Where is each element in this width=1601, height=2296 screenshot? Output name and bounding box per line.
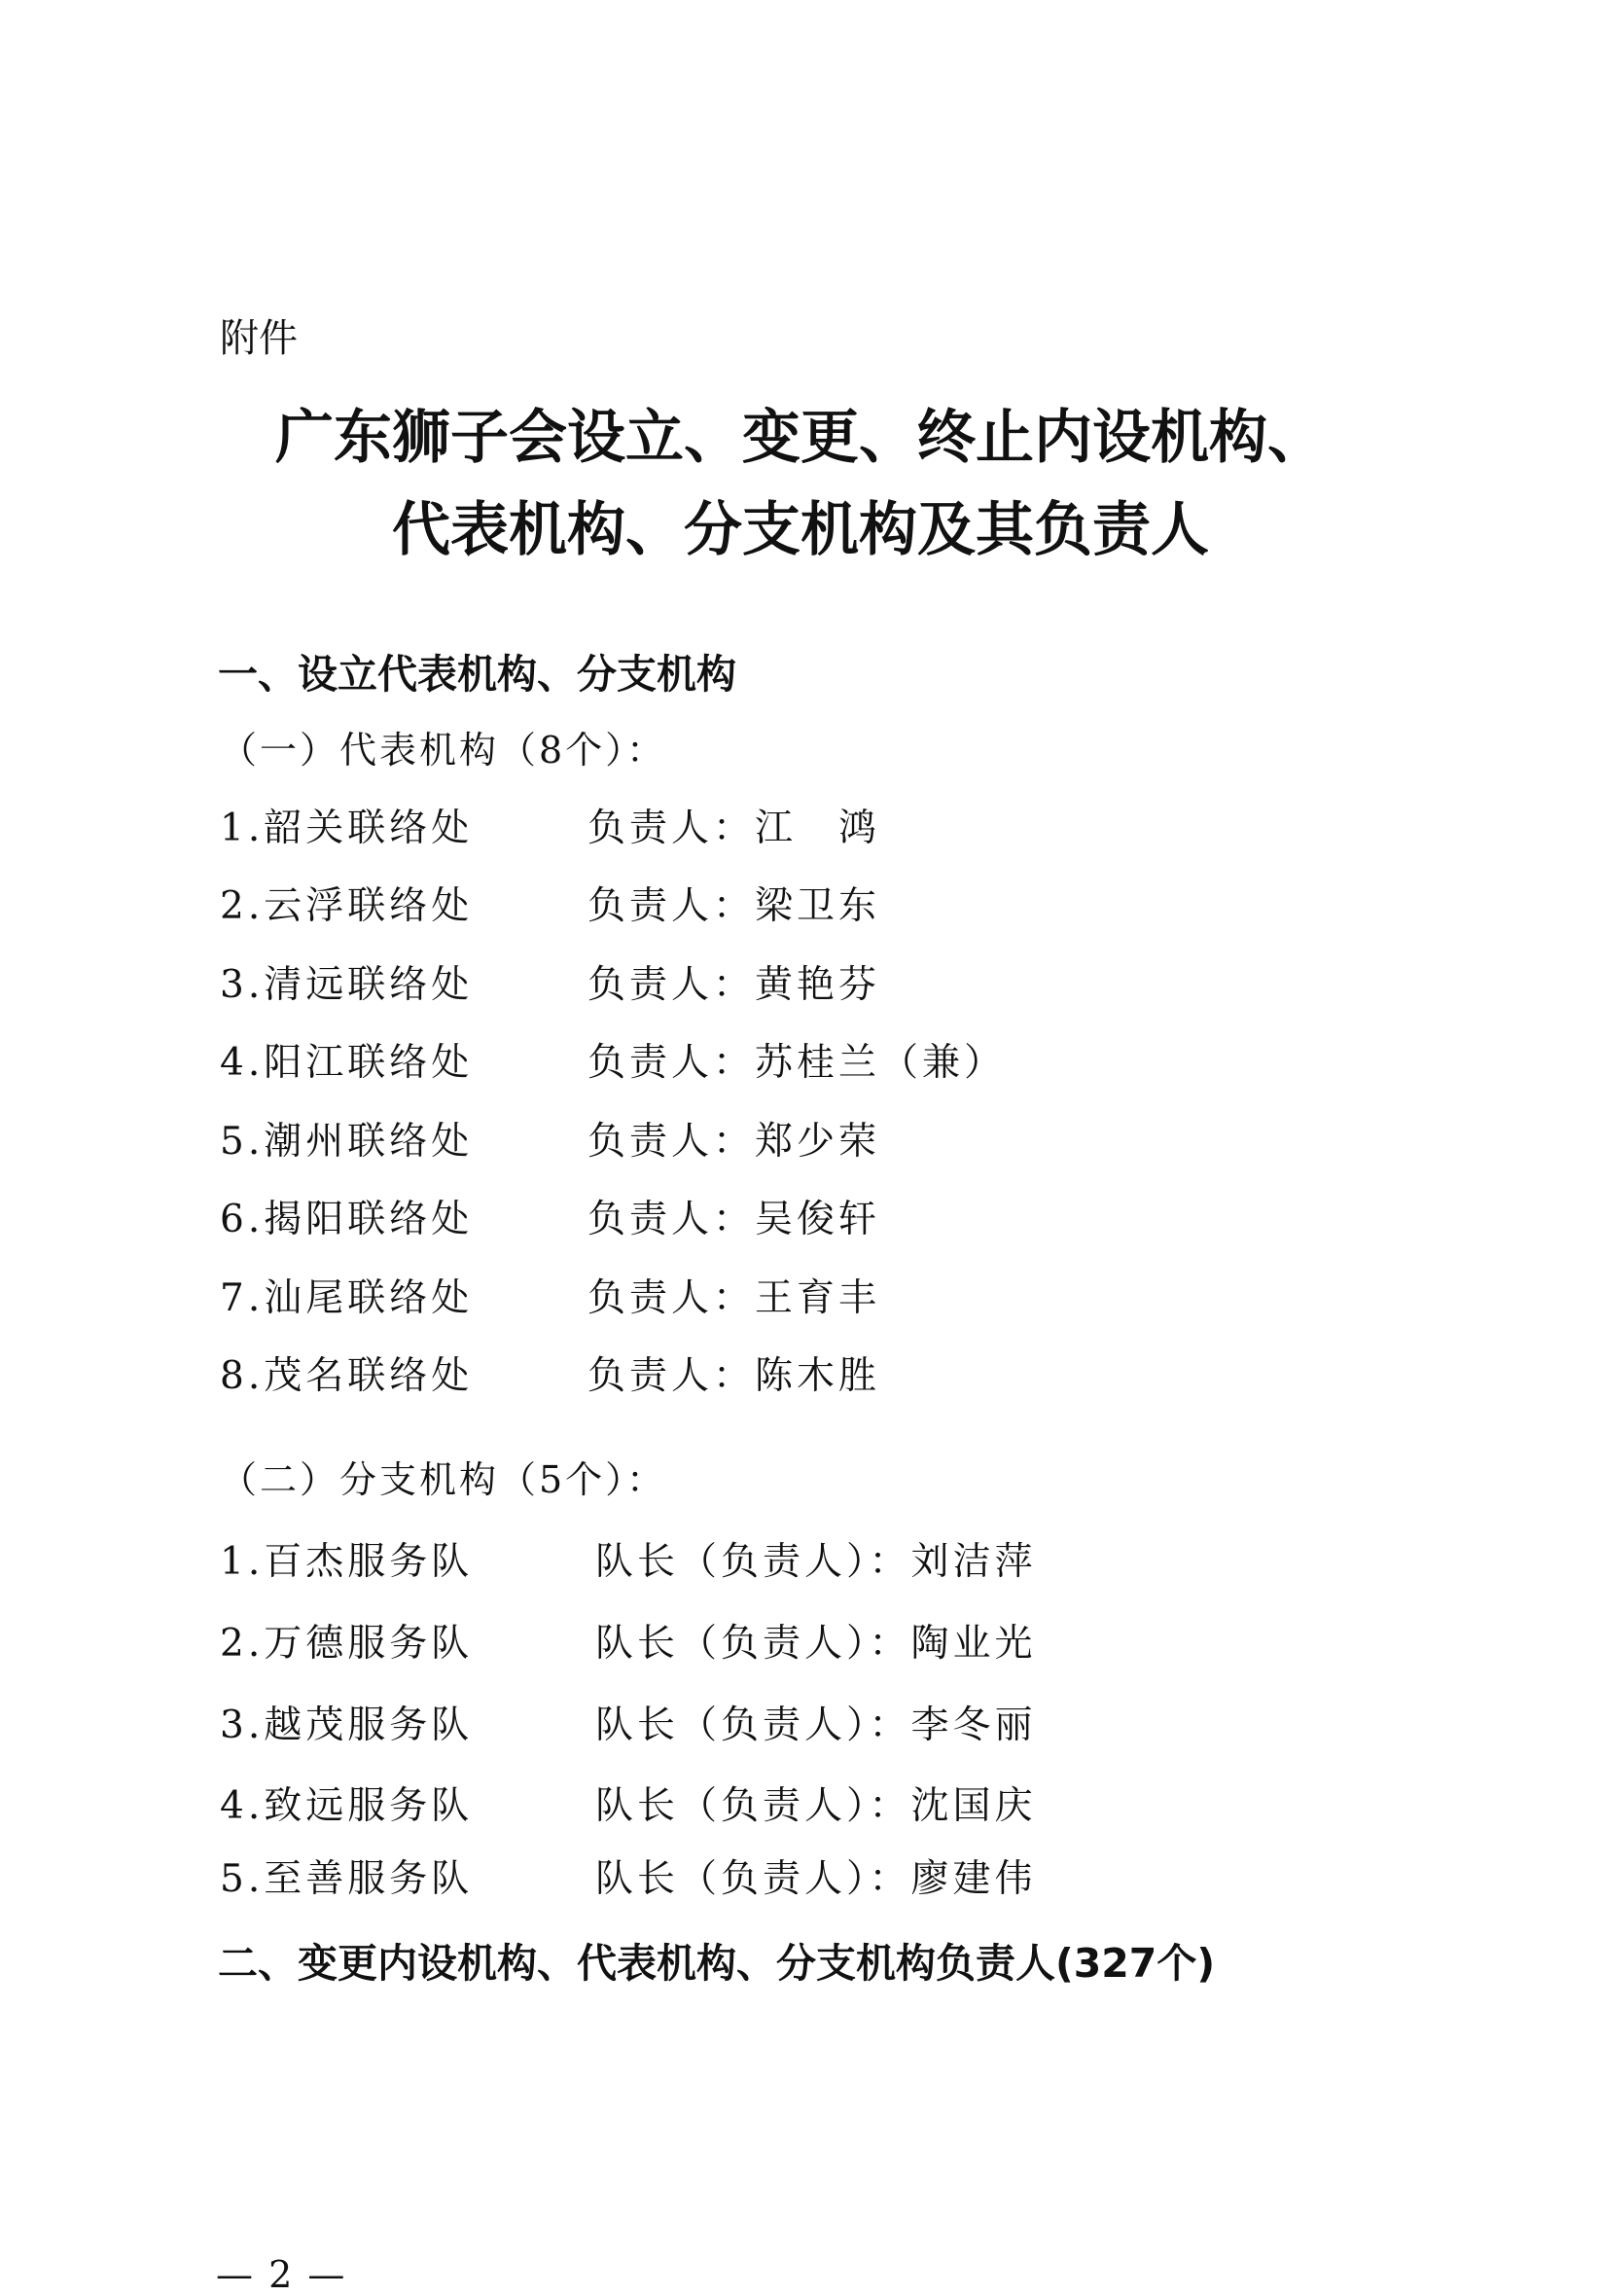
attachment-label: 附件 [220,316,298,361]
office-head: 负责人：江 鸿 [587,807,881,850]
section-2-heading: 二、变更内设机构、代表机构、分支机构负责人(327个) [218,1940,1216,1987]
office-head: 负责人：梁卫东 [587,884,881,928]
office-name: 2.云浮联络处 [220,884,474,928]
document-title-line-2: 代表机构、分支机构及其负责人 [392,496,1209,564]
office-name: 5.潮州联络处 [220,1120,474,1164]
branch-name: 1.百杰服务队 [220,1540,474,1584]
branch-units-heading: （二）分支机构（5个）： [220,1458,667,1501]
branch-name: 3.越茂服务队 [220,1704,474,1747]
document-title-line-1: 广东狮子会设立、变更、终止内设机构、 [275,404,1326,472]
branch-head: 队长（负责人）：陶业光 [595,1622,1037,1666]
branch-head: 队长（负责人）：刘洁萍 [595,1540,1037,1584]
branch-head: 队长（负责人）：李冬丽 [595,1704,1037,1747]
section-1-heading: 一、设立代表机构、分支机构 [218,651,736,698]
office-head: 负责人：黄艳芬 [587,963,881,1007]
representative-offices-heading: （一）代表机构（8个）： [220,729,667,771]
branch-name: 4.致远服务队 [220,1784,474,1828]
office-head: 负责人：王育丰 [587,1276,881,1320]
office-name: 7.汕尾联络处 [220,1276,474,1320]
office-name: 6.揭阳联络处 [220,1198,474,1241]
office-head: 负责人：吴俊轩 [587,1198,881,1241]
page-number: — 2 — [216,2253,347,2296]
branch-head: 队长（负责人）：廖建伟 [595,1857,1037,1901]
branch-name: 5.至善服务队 [220,1857,474,1901]
office-name: 1.韶关联络处 [220,807,474,850]
office-head: 负责人：陈木胜 [587,1354,881,1398]
office-name: 8.茂名联络处 [220,1354,474,1398]
branch-head: 队长（负责人）：沈国庆 [595,1784,1037,1828]
office-name: 4.阳江联络处 [220,1041,474,1085]
branch-name: 2.万德服务队 [220,1622,474,1666]
office-head: 负责人：苏桂兰（兼） [587,1041,1007,1085]
office-name: 3.清远联络处 [220,963,474,1007]
office-head: 负责人：郑少荣 [587,1120,881,1164]
